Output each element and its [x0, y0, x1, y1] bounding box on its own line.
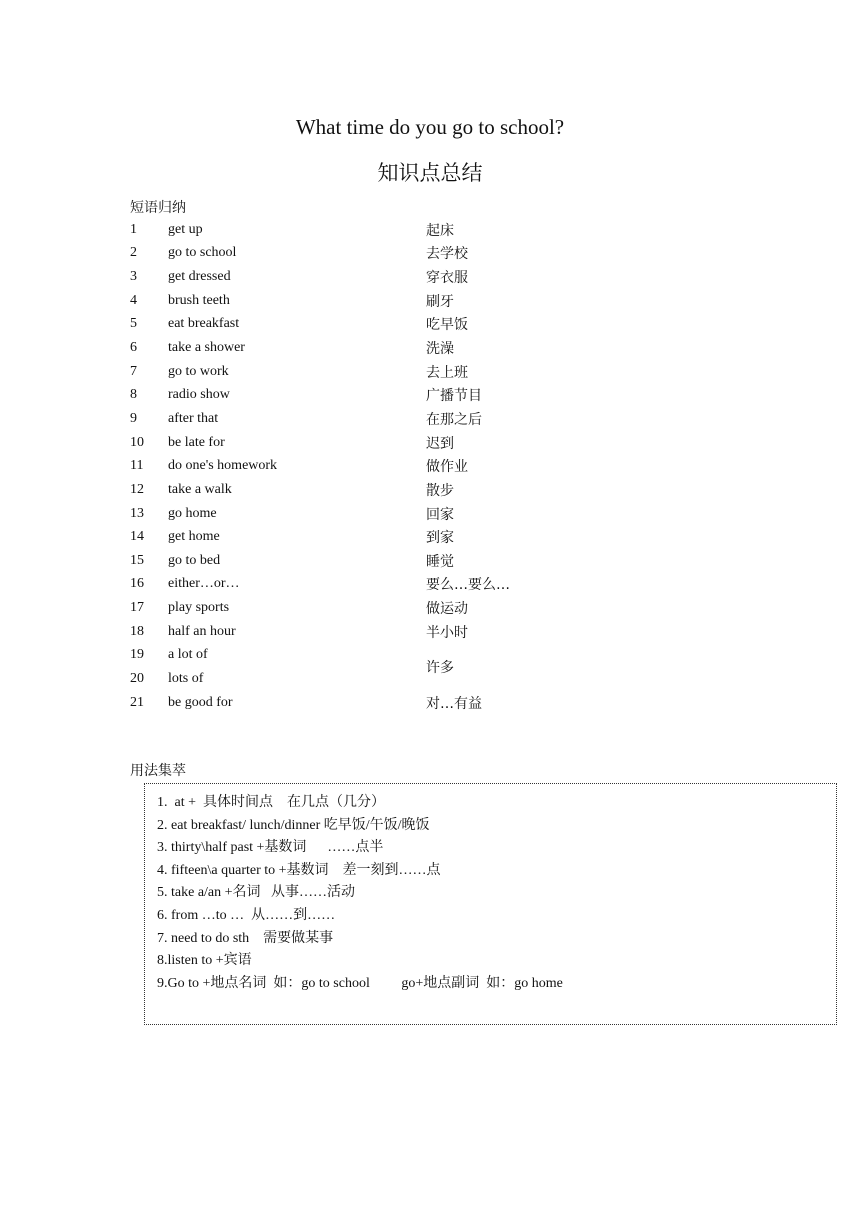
- phrase-chinese: 许多: [426, 660, 454, 677]
- phrase-number: 18: [130, 623, 144, 639]
- phrase-english: brush teeth: [168, 292, 230, 308]
- phrases-section-label: 短语归纳: [130, 200, 186, 216]
- table-row: [130, 644, 550, 668]
- phrase-chinese: 要么…要么…: [426, 577, 510, 594]
- phrase-english: get dressed: [168, 269, 231, 285]
- table-row: [130, 549, 550, 573]
- phrase-number: 14: [130, 529, 144, 545]
- phrase-number: 21: [130, 694, 144, 710]
- phrase-english: either…or…: [168, 576, 240, 592]
- phrase-english: go home: [168, 505, 217, 521]
- phrase-chinese: 刷牙: [426, 293, 454, 310]
- phrase-number: 1: [130, 221, 137, 237]
- phrase-chinese: 散步: [426, 482, 454, 499]
- phrase-number: 9: [130, 410, 137, 426]
- usage-line: 7. need to do sth 需要做某事: [157, 930, 334, 946]
- phrase-number: 11: [130, 458, 144, 474]
- phrase-chinese: 迟到: [426, 435, 454, 452]
- table-row: [130, 383, 550, 407]
- page-title: What time do you go to school?: [295, 115, 565, 139]
- page-subtitle: 知识点总结: [377, 161, 483, 185]
- phrase-chinese: 吃早饭: [426, 317, 468, 334]
- phrase-chinese: 对…有益: [426, 695, 482, 712]
- phrase-number: 19: [130, 647, 144, 663]
- phrase-english: take a walk: [168, 481, 232, 497]
- phrase-number: 7: [130, 363, 137, 379]
- table-row: [130, 502, 550, 526]
- table-row: [130, 313, 550, 337]
- phrase-chinese: 去学校: [426, 246, 468, 263]
- phrase-chinese: 做运动: [426, 601, 468, 618]
- table-row: [130, 525, 550, 549]
- phrase-english: go to school: [168, 245, 237, 261]
- phrase-number: 16: [130, 576, 144, 592]
- phrase-english: after that: [168, 410, 219, 426]
- phrase-number: 13: [130, 505, 144, 521]
- phrase-english: do one's homework: [168, 458, 278, 474]
- phrases-table: [130, 218, 550, 714]
- phrase-english: play sports: [168, 600, 230, 616]
- phrase-english: be late for: [168, 434, 225, 450]
- phrase-chinese: 做作业: [426, 459, 468, 476]
- table-row: [130, 478, 550, 502]
- usage-line: 8.listen to +宾语: [157, 953, 252, 969]
- phrase-english: a lot of: [168, 647, 208, 663]
- usage-line: 9.Go to +地点名词 如：go to school go+地点副词 如：go home: [157, 975, 563, 991]
- phrase-english: go to bed: [168, 552, 221, 568]
- usage-line: 3. thirty\half past +基数词 ……点半: [157, 840, 384, 856]
- phrase-english: radio show: [168, 387, 230, 403]
- phrase-chinese: 去上班: [426, 364, 468, 381]
- phrase-english: lots of: [168, 670, 204, 686]
- table-row: [130, 573, 550, 597]
- table-row: [130, 336, 550, 360]
- table-row: [130, 431, 550, 455]
- phrase-number: 20: [130, 670, 144, 686]
- phrase-chinese: 到家: [426, 530, 454, 547]
- phrase-english: half an hour: [168, 623, 236, 639]
- usage-line: 1. at + 具体时间点 在几点（几分）: [157, 795, 385, 810]
- usage-line: 4. fifteen\a quarter to +基数词 差一刻到……点: [157, 862, 441, 878]
- phrase-english: get home: [168, 529, 220, 545]
- phrase-number: 3: [130, 269, 137, 285]
- phrase-number: 8: [130, 387, 137, 403]
- phrase-english: eat breakfast: [168, 316, 240, 332]
- table-row: [130, 691, 550, 715]
- phrase-english: go to work: [168, 363, 229, 379]
- phrase-number: 17: [130, 600, 144, 616]
- phrase-english: take a shower: [168, 340, 245, 356]
- phrase-english: be good for: [168, 694, 233, 710]
- phrase-number: 4: [130, 292, 137, 308]
- phrase-chinese: 睡觉: [426, 553, 454, 570]
- phrase-chinese: 回家: [426, 506, 454, 523]
- phrase-number: 15: [130, 552, 144, 568]
- phrase-number: 2: [130, 245, 137, 261]
- phrase-chinese: 起床: [426, 222, 454, 239]
- table-row: [130, 289, 550, 313]
- phrase-number: 6: [130, 340, 137, 356]
- phrase-chinese: 穿衣服: [426, 270, 468, 287]
- table-row: [130, 596, 550, 620]
- table-row: [130, 360, 550, 384]
- phrase-chinese: 半小时: [426, 624, 468, 641]
- table-row: [130, 242, 550, 266]
- table-row: [130, 454, 550, 478]
- usage-line: 5. take a/an +名词 从事……活动: [157, 885, 356, 901]
- phrase-number: 12: [130, 481, 144, 497]
- usage-box: [144, 783, 837, 1025]
- usage-line: 2. eat breakfast/ lunch/dinner 吃早饭/午饭/晚饭: [157, 817, 430, 833]
- table-row: [130, 265, 550, 289]
- usage-line: 6. from …to … 从……到……: [157, 907, 336, 923]
- table-row: [130, 407, 550, 431]
- phrase-number: 10: [130, 434, 144, 450]
- table-row: [130, 620, 550, 644]
- phrase-number: 5: [130, 316, 137, 332]
- phrase-chinese: 广播节目: [426, 388, 482, 405]
- phrase-english: get up: [168, 221, 203, 237]
- table-row: [130, 218, 550, 242]
- usage-section-label: 用法集萃: [130, 763, 186, 779]
- phrase-chinese: 在那之后: [426, 411, 482, 428]
- phrase-chinese: 洗澡: [426, 341, 454, 358]
